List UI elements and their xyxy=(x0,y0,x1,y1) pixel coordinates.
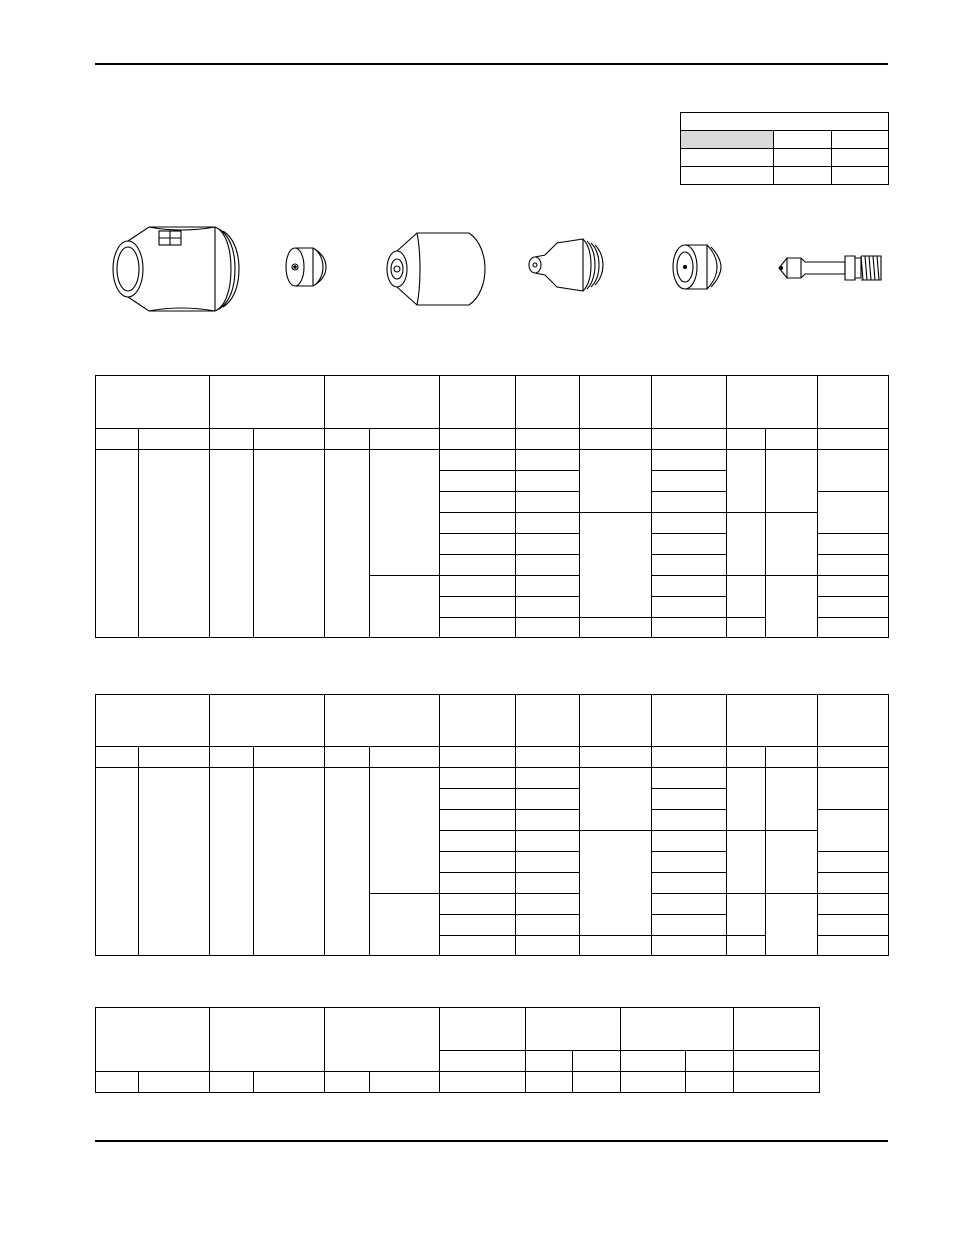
table-header-cell xyxy=(734,1008,820,1051)
table-cell xyxy=(652,618,727,638)
table-cell xyxy=(818,597,889,618)
table-cell xyxy=(139,1072,210,1093)
table-cell xyxy=(440,429,516,450)
table-cell xyxy=(652,492,727,513)
table-cell xyxy=(325,768,370,956)
table-header-cell xyxy=(580,695,652,747)
table-cell xyxy=(96,768,139,956)
table-cell xyxy=(727,513,766,576)
table-cell xyxy=(832,167,889,185)
table-cell xyxy=(139,747,210,768)
table-row xyxy=(96,376,889,429)
table-cell xyxy=(580,618,652,638)
table-cell xyxy=(686,1072,734,1093)
table-cell xyxy=(818,768,889,810)
table-cell xyxy=(96,429,139,450)
table-cell xyxy=(516,471,580,492)
table-cell xyxy=(516,936,580,956)
table-cell xyxy=(652,936,727,956)
table-cell xyxy=(440,597,516,618)
table-cell xyxy=(370,747,440,768)
table-cell xyxy=(440,936,516,956)
table-cell xyxy=(652,789,727,810)
table-cell xyxy=(139,429,210,450)
table-cell xyxy=(652,555,727,576)
table-cell xyxy=(440,831,516,852)
table-cell xyxy=(652,894,727,915)
table-cell xyxy=(766,768,818,831)
table-cell xyxy=(652,513,727,534)
table-cell xyxy=(516,915,580,936)
table-header-cell xyxy=(818,695,889,747)
table-cell xyxy=(766,894,818,956)
shield-icon xyxy=(109,217,241,313)
table-cell xyxy=(818,555,889,576)
table-cell xyxy=(681,149,774,167)
table-cell xyxy=(440,789,516,810)
table-header-cell xyxy=(210,376,325,429)
table-cell xyxy=(516,513,580,534)
table-cell xyxy=(766,513,818,576)
table-row xyxy=(681,167,889,185)
table-cell xyxy=(727,894,766,936)
table-header-cell xyxy=(621,1008,734,1051)
table-row xyxy=(681,113,889,131)
table-cell xyxy=(580,768,652,831)
table-cell xyxy=(727,936,766,956)
table-cell xyxy=(96,747,139,768)
table-cell xyxy=(516,555,580,576)
table-header-cell xyxy=(210,1008,325,1072)
table-cell xyxy=(254,450,325,638)
table-cell xyxy=(580,936,652,956)
table-cell xyxy=(818,576,889,597)
table-header-cell xyxy=(516,376,580,429)
table-header-cell xyxy=(818,376,889,429)
table-cell xyxy=(727,429,766,450)
table-header-cell xyxy=(440,1008,526,1051)
table-cell xyxy=(818,915,889,936)
table-cell xyxy=(440,852,516,873)
table-cell xyxy=(621,1051,686,1072)
table-cell xyxy=(440,513,516,534)
table-cell xyxy=(774,167,832,185)
table-cell xyxy=(254,429,325,450)
table-cell xyxy=(516,873,580,894)
process-table xyxy=(95,1007,820,1093)
table-cell xyxy=(440,915,516,936)
table-row xyxy=(96,1072,820,1093)
table-cell xyxy=(686,1051,734,1072)
table-cell xyxy=(681,131,774,149)
table-cell xyxy=(325,1072,370,1093)
header-rule xyxy=(95,63,888,65)
table-row xyxy=(681,149,889,167)
table-cell xyxy=(727,747,766,768)
table-cell xyxy=(818,618,889,638)
table-cell xyxy=(516,852,580,873)
table-cell xyxy=(516,789,580,810)
table-cell xyxy=(526,1051,573,1072)
table-row xyxy=(96,1008,820,1051)
table-cell xyxy=(210,450,254,638)
table-cell xyxy=(818,810,889,852)
table-cell xyxy=(440,450,516,471)
table-cell xyxy=(139,450,210,638)
table-cell xyxy=(139,768,210,956)
table-cell xyxy=(652,831,727,852)
table-cell xyxy=(818,429,889,450)
table-cell xyxy=(325,747,370,768)
table-cell xyxy=(766,450,818,513)
table-cell xyxy=(580,513,652,618)
table-cell xyxy=(370,1072,440,1093)
process-table xyxy=(95,375,889,638)
table-cell xyxy=(440,555,516,576)
table-header-cell xyxy=(516,695,580,747)
table-cell xyxy=(766,831,818,894)
table-cell xyxy=(516,597,580,618)
table-cell xyxy=(652,576,727,597)
table-header-cell xyxy=(727,376,818,429)
table-header-cell xyxy=(526,1008,621,1051)
table-cell xyxy=(727,618,766,638)
table-cell xyxy=(526,1072,573,1093)
table-cell xyxy=(370,894,440,956)
table-cell xyxy=(370,576,440,638)
table-cell xyxy=(573,1051,621,1072)
table-cell xyxy=(516,810,580,831)
table-row xyxy=(96,695,889,747)
table-cell xyxy=(210,1072,254,1093)
table-cell xyxy=(652,747,727,768)
table-cell xyxy=(254,768,325,956)
table-row xyxy=(96,768,889,789)
table-row xyxy=(96,429,889,450)
table-cell xyxy=(325,429,370,450)
table-row xyxy=(681,131,889,149)
table-cell xyxy=(440,618,516,638)
table-cell xyxy=(254,1072,325,1093)
table-cell xyxy=(652,471,727,492)
table-cell xyxy=(516,576,580,597)
table-cell xyxy=(440,810,516,831)
table-cell xyxy=(818,450,889,492)
table-cell xyxy=(818,534,889,555)
table-cell xyxy=(516,747,580,768)
table-cell xyxy=(580,429,652,450)
table-row xyxy=(96,450,889,471)
table-header-cell xyxy=(727,695,818,747)
table-cell xyxy=(96,1072,139,1093)
table-cell xyxy=(580,450,652,513)
table-cell xyxy=(580,831,652,936)
table-cell xyxy=(652,768,727,789)
table-cell xyxy=(727,576,766,618)
table-cell xyxy=(370,450,440,576)
table-cell xyxy=(440,894,516,915)
table-cell xyxy=(516,831,580,852)
table-cell xyxy=(681,113,889,131)
table-cell xyxy=(832,131,889,149)
table-cell xyxy=(516,429,580,450)
nozzle-icon xyxy=(525,229,607,299)
table-cell xyxy=(210,747,254,768)
table-cell xyxy=(370,429,440,450)
retaining-cap-icon xyxy=(381,223,489,309)
table-cell xyxy=(652,873,727,894)
table-cell xyxy=(516,492,580,513)
table-cell xyxy=(440,747,516,768)
table-cell xyxy=(818,852,889,873)
table-cell xyxy=(818,936,889,956)
table-cell xyxy=(734,1051,820,1072)
table-cell xyxy=(818,873,889,894)
table-cell xyxy=(774,131,832,149)
table-cell xyxy=(727,450,766,513)
table-header-cell xyxy=(325,695,440,747)
table-cell xyxy=(652,810,727,831)
footer-rule xyxy=(95,1140,888,1142)
table-row xyxy=(96,747,889,768)
table-cell xyxy=(681,167,774,185)
table-header-cell xyxy=(96,376,210,429)
table-header-cell xyxy=(652,695,727,747)
parts-illustrations xyxy=(95,205,888,325)
table-cell xyxy=(516,618,580,638)
table-cell xyxy=(440,534,516,555)
table-cell xyxy=(727,768,766,831)
table-cell xyxy=(573,1072,621,1093)
table-cell xyxy=(774,149,832,167)
electrode-icon xyxy=(775,243,887,293)
swirl-ring-icon xyxy=(669,237,725,297)
table-header-cell xyxy=(652,376,727,429)
table-cell xyxy=(652,597,727,618)
table-header-cell xyxy=(325,376,440,429)
table-cell xyxy=(254,747,325,768)
table-cell xyxy=(516,768,580,789)
table-header-cell xyxy=(580,376,652,429)
table-cell xyxy=(652,852,727,873)
reference-table xyxy=(680,112,889,185)
table-cell xyxy=(652,429,727,450)
table-cell xyxy=(440,471,516,492)
table-header-cell xyxy=(325,1008,440,1072)
table-cell xyxy=(818,747,889,768)
table-cell xyxy=(832,149,889,167)
table-cell xyxy=(621,1072,686,1093)
table-cell xyxy=(766,429,818,450)
table-cell xyxy=(652,534,727,555)
table-header-cell xyxy=(96,695,210,747)
table-cell xyxy=(325,450,370,638)
table-cell xyxy=(766,576,818,638)
table-cell xyxy=(96,450,139,638)
table-cell xyxy=(440,576,516,597)
table-header-cell xyxy=(440,376,516,429)
table-cell xyxy=(727,831,766,894)
table-cell xyxy=(652,450,727,471)
table-cell xyxy=(734,1072,820,1093)
table-cell xyxy=(766,747,818,768)
table-header-cell xyxy=(440,695,516,747)
table-cell xyxy=(580,747,652,768)
table-cell xyxy=(440,492,516,513)
table-cell xyxy=(210,429,254,450)
table-cell xyxy=(818,492,889,534)
table-cell xyxy=(818,894,889,915)
table-cell xyxy=(516,534,580,555)
table-cell xyxy=(440,1072,526,1093)
table-header-cell xyxy=(210,695,325,747)
table-cell xyxy=(652,915,727,936)
table-header-cell xyxy=(96,1008,210,1072)
table-cell xyxy=(516,450,580,471)
table-cell xyxy=(516,894,580,915)
table-cell xyxy=(440,873,516,894)
nozzle-retaining-cap-icon xyxy=(283,239,329,295)
table-cell xyxy=(210,768,254,956)
table-cell xyxy=(370,768,440,894)
process-table xyxy=(95,694,889,956)
table-cell xyxy=(440,768,516,789)
table-cell xyxy=(440,1051,526,1072)
